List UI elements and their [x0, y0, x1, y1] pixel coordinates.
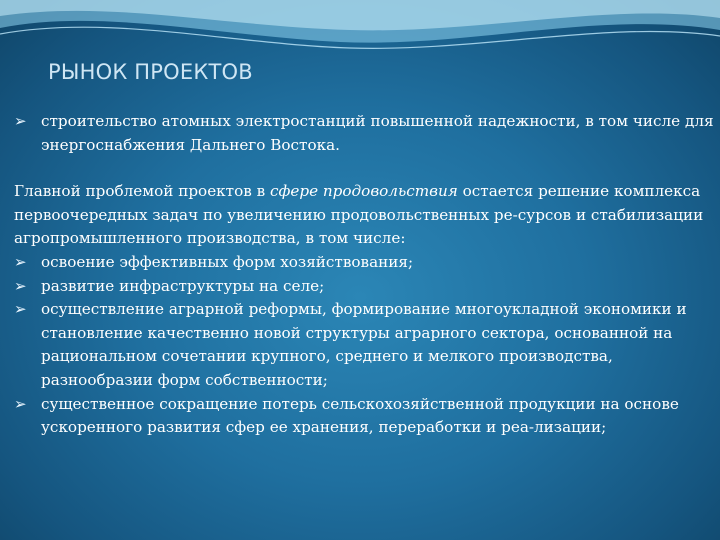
- paragraph-text-end: остается решение комплекса первоочередных задач по увеличению продовольственных ре-сурсов и стабилизации агропромышленного производства, в том числе:: [14, 182, 704, 248]
- bullet-text: существенное сокращение потерь сельскохозяйственной продукции на основе ускоренного развития сфер ее хранения, переработки и реа-лизации;: [41, 394, 679, 437]
- arrow-bullet-icon: ➢: [14, 300, 27, 319]
- bullet-text: строительство атомных электростанций повышенной надежности, в том числе для энергоснабжения Дальнего Востока.: [41, 112, 714, 154]
- arrow-bullet-icon: ➢: [14, 394, 27, 413]
- bullet-item: [14, 393, 714, 440]
- bullet-item: [14, 110, 714, 157]
- bullet-item: [14, 298, 714, 392]
- slide-title: РЫНОК ПРОЕКТОВ: [48, 60, 253, 84]
- arrow-bullet-icon: ➢: [14, 112, 27, 130]
- bullet-item: [14, 275, 714, 299]
- arrow-bullet-icon: ➢: [14, 252, 27, 271]
- bullet-text: освоение эффективных форм хозяйствования;: [41, 252, 414, 271]
- paragraph-italic-phrase: сфере продовольствия: [269, 182, 458, 201]
- bullet-text: развитие инфраструктуры на селе;: [41, 276, 325, 295]
- arrow-bullet-icon: ➢: [14, 276, 27, 295]
- paragraph-gap: [14, 157, 714, 180]
- main-paragraph: [14, 180, 714, 251]
- bullet-text: осуществление аграрной реформы, формирование многоукладной экономики и становление качественно новой структуры аграрного сектора, основанной на рациональном сочетании крупного, среднего и мелкого производства, разнообразии форм собственности;: [41, 300, 687, 389]
- slide-content: [14, 110, 714, 440]
- paragraph-text-start: Главной проблемой проектов в: [14, 182, 270, 201]
- bullet-item: [14, 251, 714, 275]
